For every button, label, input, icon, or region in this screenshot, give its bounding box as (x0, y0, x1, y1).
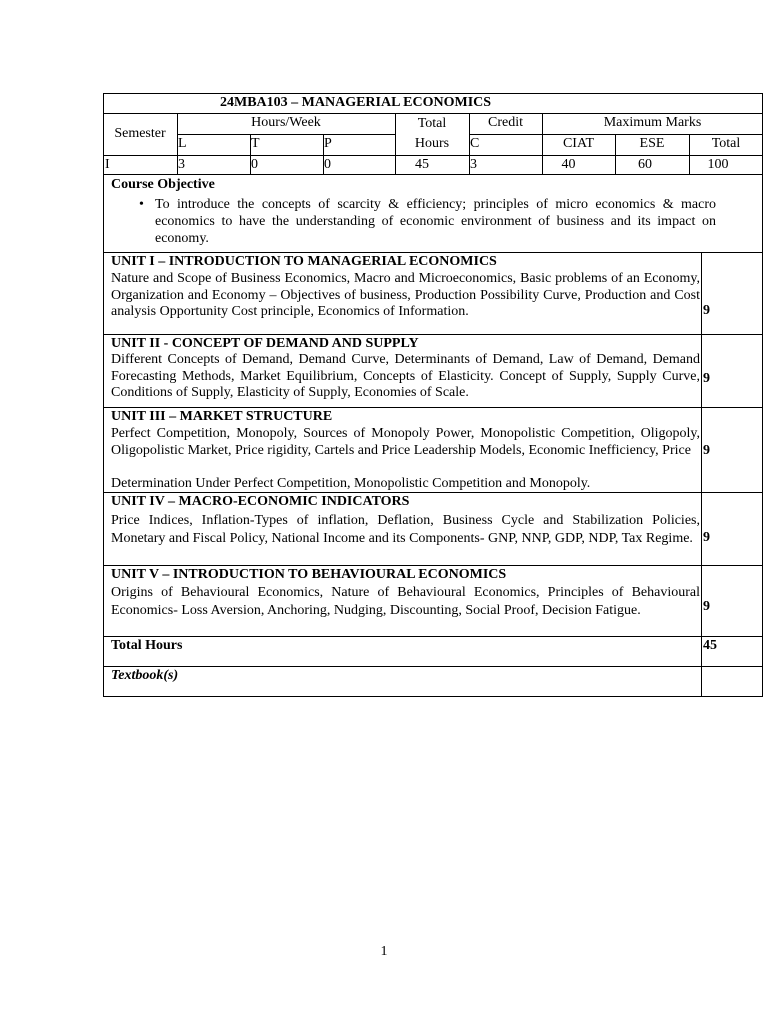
rule (103, 565, 763, 566)
unit-1-body: Nature and Scope of Business Economics, Macro and Microeconomics, Basic problems of an Economy, Organization and Economy – Objectives of business, Production Possibility Curve, Production and Cost analysis Opportunity Cost principle, Economics of Information. (111, 271, 700, 319)
unit-3-hours: 9 (703, 443, 710, 458)
total-marks-header: Total (711, 136, 741, 151)
course-objective-heading: Course Objective (111, 177, 215, 192)
unit-3-title: UNIT III – MARKET STRUCTURE (111, 409, 333, 424)
total-marks-value: 100 (707, 157, 729, 172)
maximum-marks-header: Maximum Marks (603, 115, 702, 130)
course-objective-list (111, 196, 716, 247)
rule (177, 134, 395, 135)
rule (469, 134, 763, 135)
unit-4-hours: 9 (703, 530, 710, 545)
p-header: P (324, 136, 332, 151)
rule (701, 252, 702, 697)
rule (103, 407, 763, 408)
rule (103, 666, 763, 667)
unit-5-body: Origins of Behavioural Economics, Nature of Behavioural Economics, Principles of Behavioural Economics- Loss Aversion, Anchoring, Nudging, Discounting, Social Proof, Decision Fatigue. (111, 585, 700, 618)
semester-value: I (105, 157, 110, 172)
rule (103, 334, 763, 335)
t-header: T (251, 136, 260, 151)
p-value: 0 (324, 157, 331, 172)
rule (103, 155, 763, 156)
unit-4-title: UNIT IV – MACRO-ECONOMIC INDICATORS (111, 494, 410, 509)
ciat-header: CIAT (562, 136, 595, 151)
unit-5-hours: 9 (703, 599, 710, 614)
total-hours-label: Total Hours (111, 638, 183, 653)
hours-week-header: Hours/Week (251, 115, 321, 130)
ciat-value: 40 (561, 157, 576, 172)
unit-4-body: Price Indices, Inflation-Types of inflation, Deflation, Business Cycle and Stabilization Policies, Monetary and Fiscal Policy, National Income and its Components- GNP, NNP, GDP, NDP, Tax Regime. (111, 513, 700, 546)
unit-2-title: UNIT II - CONCEPT OF DEMAND AND SUPPLY (111, 336, 419, 351)
unit-5-title: UNIT V – INTRODUCTION TO BEHAVIOURAL ECONOMICS (111, 567, 507, 582)
course-title: 24MBA103 – MANAGERIAL ECONOMICS (220, 95, 492, 110)
total-hours-value: 45 (415, 157, 429, 172)
t-value: 0 (251, 157, 258, 172)
rule (103, 492, 763, 493)
list-item (111, 196, 716, 247)
page-number: 1 (380, 944, 388, 959)
bullet-icon: • (139, 197, 144, 212)
unit-2-body: Different Concepts of Demand, Demand Curve, Determinants of Demand, Law of Demand, Demand Forecasting Methods, Market Equilibrium, Concepts of Elasticity. Concept of Supply, Supply Curve, Conditions of Supply, Elasticity of Supply, Economies of Scale. (111, 352, 700, 400)
unit-3-body: Perfect Competition, Monopoly, Sources of Monopoly Power, Monopolistic Competition, Oligopoly, Oligopolistic Market, Price rigidity, Cartels and Price Leadership Models, Economic Inefficiency, Price (111, 426, 700, 458)
unit-1-hours: 9 (703, 303, 710, 318)
semester-header: Semester (114, 126, 166, 141)
c-header: C (470, 136, 480, 151)
l-header: L (178, 136, 187, 151)
unit-1-title: UNIT I – INTRODUCTION TO MANAGERIAL ECONOMICS (111, 254, 497, 269)
l-value: 3 (178, 157, 185, 172)
credit-header: Credit (488, 115, 523, 130)
total-hours-value-final: 45 (703, 638, 717, 653)
unit-2-hours: 9 (703, 371, 710, 386)
rule (103, 174, 763, 175)
c-value: 3 (470, 157, 477, 172)
total-hours-header-line1: Total (417, 116, 447, 131)
rule (103, 252, 763, 253)
rule (103, 113, 763, 114)
ese-value: 60 (638, 157, 652, 172)
rule (103, 636, 763, 637)
textbooks-label: Textbook(s) (111, 668, 179, 683)
ese-header: ESE (639, 136, 665, 151)
course-objective-text: To introduce the concepts of scarcity & efficiency; principles of micro economics & macro economics to have the understanding of economic environment of business and its impact on economy. (155, 197, 716, 246)
total-hours-header-line2: Hours (414, 136, 450, 151)
unit-3-body-continued: Determination Under Perfect Competition, Monopolistic Competition and Monopoly. (111, 476, 591, 491)
